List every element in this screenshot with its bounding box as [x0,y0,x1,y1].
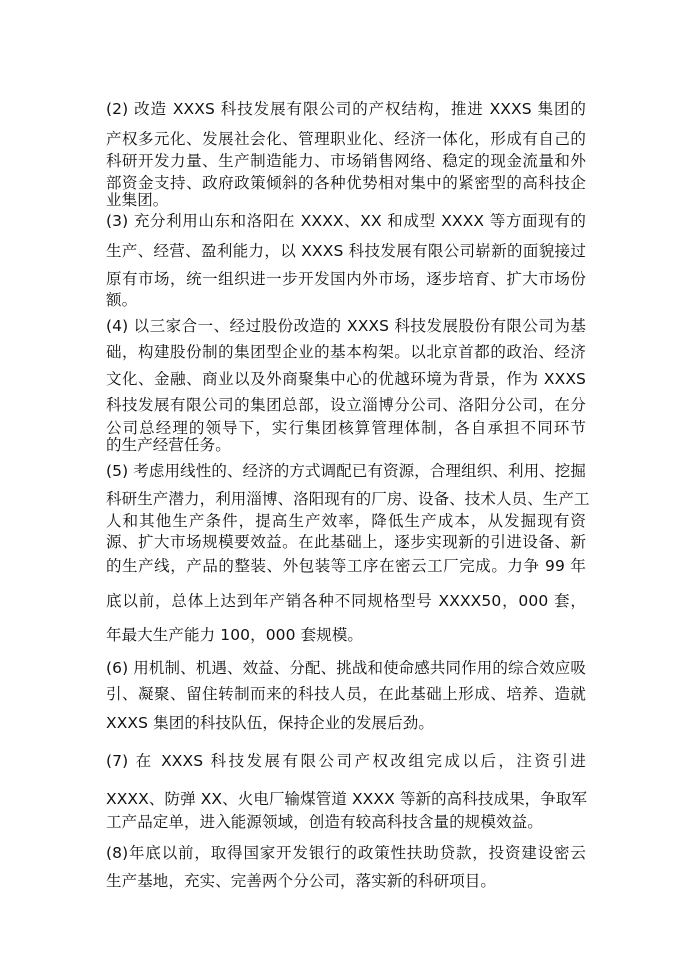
text-line: (8)年底以前，取得国家开发银行的政策性扶助贷款，投资建设密云 [106,844,586,862]
text-line: XXXX、防弹 XX、火电厂输煤管道 XXXX 等新的高科技成果，争取军 [106,790,588,808]
text-line: 公司总经理的领导下，实行集团核算管理体制，各自承担不同环节 [106,419,586,437]
text-line: 原有市场，统一组织进一步开发国内外市场，逐步培育、扩大市场份 [106,270,586,288]
text-line: (3) 充分利用山东和洛阳在 XXXX、XX 和成型 XXXX 等方面现有的 [106,212,586,230]
text-line: 业集团。 [106,191,169,209]
text-line: (7) 在 XXXS 科技发展有限公司产权改组完成以后，注资引进 [106,752,586,770]
text-line: (6) 用机制、机遇、效益、分配、挑战和使命感共同作用的综合效应吸 [106,659,586,677]
text-line: 生产基地，充实、完善两个分公司，落实新的科研项目。 [106,872,497,890]
text-line: 科技发展有限公司的集团总部，设立淄博分公司、洛阳分公司，在分 [106,396,586,414]
text-line: 产权多元化、发展社会化、管理职业化、经济一体化，形成有自己的 [106,130,586,148]
text-line: 引、凝聚、留住转制而来的科技人员，在此基础上形成、培养、造就 [106,685,586,703]
text-line: 底以前，总体上达到年产销各种不同规格型号 XXXX50，000 套， [106,592,586,610]
text-line: 文化、金融、商业以及外商聚集中心的优越环境为背景，作为 XXXS [106,370,586,388]
text-line: 源、扩大市场规模要效益。在此基础上，逐步实现新的引进设备、新 [106,533,586,551]
text-line: (5) 考虑用线性的、经济的方式调配已有资源，合理组织、利用、挖掘 [106,462,586,480]
text-line: 的生产经营任务。 [106,436,231,454]
text-line: 额。 [106,291,138,309]
text-line: XXXS 集团的科技队伍，保持企业的发展后劲。 [106,714,434,732]
text-line: 部资金支持、政府政策倾斜的各种优势相对集中的紧密型的高科技企 [106,174,586,192]
text-line: (2) 改造 XXXS 科技发展有限公司的产权结构，推进 XXXS 集团的 [106,100,586,118]
text-line: 科研生产潜力，利用淄博、洛阳现有的厂房、设备、技术人员、生产工 [106,490,590,508]
text-line: 的生产线，产品的整装、外包装等工序在密云工厂完成。力争 99 年 [106,557,586,575]
text-line: 人和其他生产条件，提高生产效率，降低生产成本，从发掘现有资 [106,512,586,530]
text-line: 生产、经营、盈利能力，以 XXXS 科技发展有限公司崭新的面貌接过 [106,242,586,260]
text-line: 础，构建股份制的集团型企业的基本构架。以北京首都的政治、经济 [106,343,586,361]
text-line: 年最大生产能力 100，000 套规模。 [106,626,364,644]
text-line: 工产品定单，进入能源领域，创造有较高科技含量的规模效益。 [106,813,543,831]
text-line: 科研开发力量、生产制造能力、市场销售网络、稳定的现金流量和外 [106,152,586,170]
text-line: (4) 以三家合一、经过股份改造的 XXXS 科技发展股份有限公司为基 [106,317,586,335]
